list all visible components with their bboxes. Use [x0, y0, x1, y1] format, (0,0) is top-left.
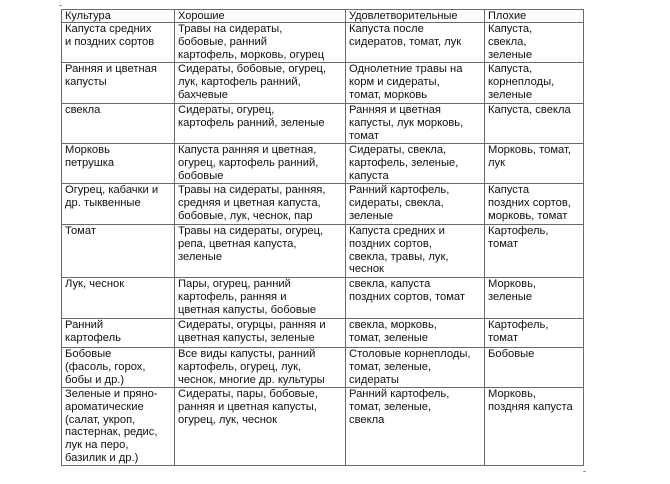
cell-culture: Ранняя и цветная капусты — [62, 63, 175, 104]
cell-bad: Морковь, томат, лук — [485, 144, 584, 184]
table-row — [62, 104, 584, 144]
table-row — [62, 144, 584, 184]
cell-culture: Лук, чеснок — [62, 278, 175, 319]
cell-good: Пары, огурец, ранний картофель, ранняя и цветная капусты, бобовые — [175, 278, 346, 319]
cell-bad: Капуста, свекла — [485, 104, 584, 144]
table-row — [62, 23, 584, 63]
cell-satisfactory: свекла, морковь, томат, зеленые — [346, 319, 485, 348]
cell-satisfactory: Однолетние травы на корм и сидераты, томат, морковь — [346, 63, 485, 104]
table-row — [62, 225, 584, 278]
cell-bad: Капуста, свекла, зеленые — [485, 23, 584, 63]
header-good: Хорошие — [175, 10, 346, 23]
cell-satisfactory: Ранняя и цветная капусты, лук морковь, томат — [346, 104, 485, 144]
header-culture: Культура — [62, 10, 175, 23]
table-row — [62, 348, 584, 388]
cell-satisfactory: Ранний картофель, томат, зеленые, свекла — [346, 388, 485, 466]
cell-satisfactory: Сидераты, свекла, картофель, зеленые, капуста — [346, 144, 485, 184]
cell-good: Сидераты, огурец, картофель ранний, зеленые — [175, 104, 346, 144]
header-satisfactory: Удовлетворительные — [346, 10, 485, 23]
cell-culture: свекла — [62, 104, 175, 144]
cell-culture: Капуста средних и поздних сортов — [62, 23, 175, 63]
cell-bad: Капуста поздних сортов, морковь, томат — [485, 184, 584, 225]
cell-bad: Картофель, томат — [485, 225, 584, 278]
cell-bad: Бобовые — [485, 348, 584, 388]
cell-culture: Зеленые и пряно- ароматические (салат, укроп, пастернак, редис, лук на перо, базилик и др.) — [62, 388, 175, 466]
table-row — [62, 388, 584, 466]
cell-culture: Бобовые (фасоль, горох, бобы и др.) — [62, 348, 175, 388]
cell-culture: Огурец, кабачки и др. тыквенные — [62, 184, 175, 225]
cell-bad: Картофель, томат — [485, 319, 584, 348]
cell-good: Травы на сидераты, бобовые, ранний картофель, морковь, огурец — [175, 23, 346, 63]
cell-satisfactory: Капуста средних и поздних сортов, свекла, травы, лук, чеснок — [346, 225, 485, 278]
corner-mark: - — [583, 466, 586, 476]
cell-bad: Морковь, поздняя капуста — [485, 388, 584, 466]
crop-rotation-table-wrapper — [61, 9, 584, 466]
cell-good: Капуста ранняя и цветная, огурец, картофель ранний, бобовые — [175, 144, 346, 184]
cell-culture: Ранний картофель — [62, 319, 175, 348]
cell-culture: Томат — [62, 225, 175, 278]
cell-good: Травы на сидераты, огурец, репа, цветная капуста, зеленые — [175, 225, 346, 278]
cell-satisfactory: Столовые корнеплоды, томат, зеленые, сидераты — [346, 348, 485, 388]
crop-rotation-table — [61, 9, 584, 466]
cell-good: Травы на сидераты, ранняя, средняя и цветная капуста, бобовые, лук, чеснок, пар — [175, 184, 346, 225]
corner-mark: - — [59, 0, 62, 10]
cell-bad: Капуста, корнеплоды, зеленые — [485, 63, 584, 104]
table-row — [62, 63, 584, 104]
header-row — [62, 10, 584, 23]
cell-satisfactory: Капуста после сидератов, томат, лук — [346, 23, 485, 63]
table-row — [62, 278, 584, 319]
cell-bad: Морковь, зеленые — [485, 278, 584, 319]
cell-culture: Морковь петрушка — [62, 144, 175, 184]
cell-good: Все виды капусты, ранний картофель, огурец, лук, чеснок, многие др. культуры — [175, 348, 346, 388]
cell-good: Сидераты, пары, бобовые, ранняя и цветная капусты, огурец, лук, чеснок — [175, 388, 346, 466]
cell-good: Сидераты, бобовые, огурец, лук, картофель ранний, бахчевые — [175, 63, 346, 104]
header-bad: Плохие — [485, 10, 584, 23]
cell-satisfactory: свекла, капуста поздних сортов, томат — [346, 278, 485, 319]
table-row — [62, 184, 584, 225]
cell-good: Сидераты, огурцы, ранняя и цветная капусты, зеленые — [175, 319, 346, 348]
table-row — [62, 319, 584, 348]
cell-satisfactory: Ранний картофель, сидераты, свекла, зеленые — [346, 184, 485, 225]
